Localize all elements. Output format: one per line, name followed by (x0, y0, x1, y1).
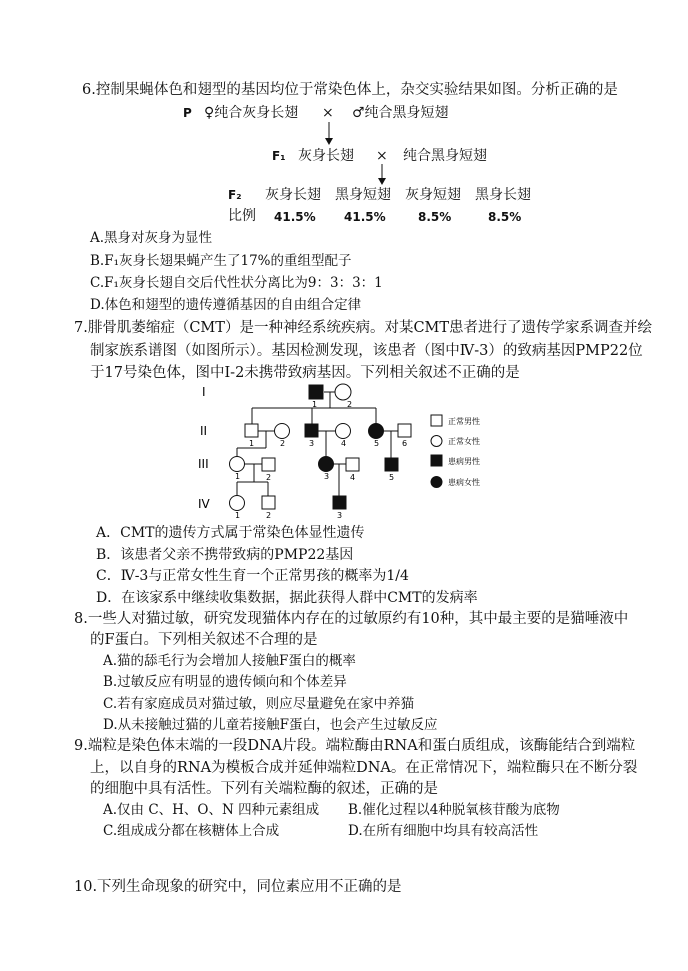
q8-option-a: A.猫的舔毛行为会增加人接触F蛋白的概率 (103, 653, 356, 669)
normal-female (230, 496, 245, 511)
q8-stem-line: 的F蛋白。下列相关叙述不合理的是 (90, 632, 318, 648)
q9-option-c: C.组成成分都在核糖体上合成 (103, 823, 280, 839)
individual-number: 3 (309, 439, 315, 448)
normal-female (336, 424, 351, 439)
affected-male (385, 458, 398, 471)
cross-f1-label: F₁ (272, 149, 286, 163)
q6-option-d: D.体色和翅型的遗传遵循基因的自由组合定律 (90, 297, 362, 313)
individual-number: 1 (249, 439, 255, 448)
normal-male (262, 458, 275, 471)
q8-option-c: C.若有家庭成员对猫过敏，则应尽量避免在家中养猫 (103, 696, 415, 712)
q10-stem: 10.下列生命现象的研究中，同位素应用不正确的是 (74, 879, 402, 895)
legend-label: 正常男性 (448, 417, 480, 426)
legend-label: 正常女性 (448, 437, 480, 446)
f2-phenotype: 黑身短翅 (335, 187, 391, 203)
f2-phenotype: 灰身长翅 (265, 187, 321, 203)
legend-normal-female-icon (431, 436, 442, 447)
legend-normal-male-icon (431, 415, 442, 426)
q6-option-c: C.F₁灰身长翅自交后代性状分离比为9：3：3：1 (90, 275, 383, 291)
individual-number: 1 (235, 511, 241, 520)
arrow-down-icon (375, 164, 389, 186)
affected-female (319, 457, 334, 472)
generation-label: II (200, 424, 208, 438)
normal-male (398, 424, 411, 437)
q9-stem-line: 的细胞中具有活性。下列有关端粒酶的叙述，正确的是 (90, 781, 438, 797)
q9-stem-line: 9.端粒是染色体末端的一段DNA片段。端粒酶由RNA和蛋白质组成，该酶能结合到端粒 (74, 738, 636, 754)
q9-option-d: D.在所有细胞中均具有较高活性 (348, 823, 539, 839)
individual-number: 2 (347, 400, 353, 409)
cross-f1-pheno: 灰身长翅 (298, 148, 354, 164)
f2-ratio: 8.5% (488, 210, 522, 224)
q7-stem-line: 制家族系谱图（如图所示）。基因检测发现，该患者（图中Ⅳ-3）的致病基因PMP22位 (90, 343, 643, 359)
f2-ratio: 41.5% (274, 210, 316, 224)
q6-stem: 6.控制果蝇体色和翅型的基因均位于常染色体上，杂交实验结果如图。分析正确的是 (82, 82, 618, 98)
generation-label: III (198, 457, 209, 471)
q7-option-c: C．Ⅳ-3与正常女性生育一个正常男孩的概率为1/4 (96, 568, 409, 584)
individual-number: 4 (350, 473, 356, 482)
individual-number: 3 (337, 511, 343, 520)
q8-option-b: B.过敏反应有明显的遗传倾向和个体差异 (103, 674, 347, 690)
cross-f1-partner: 纯合黑身短翅 (403, 148, 487, 164)
individual-number: 2 (266, 473, 272, 482)
f2-ratio: 41.5% (344, 210, 386, 224)
cross-p-male: ♂纯合黑身短翅 (352, 105, 449, 121)
cross-times-2: × (376, 148, 388, 164)
legend-affected-male-icon (431, 455, 442, 466)
individual-number: 6 (402, 439, 408, 448)
q9-option-b: B.催化过程以4种脱氧核苷酸为底物 (348, 802, 560, 818)
individual-number: 2 (280, 439, 286, 448)
q7-stem-line: 7.腓骨肌萎缩症（CMT）是一种神经系统疾病。对某CMT患者进行了遗传学家系调查并绘 (74, 320, 653, 336)
normal-female (230, 457, 245, 472)
affected-male (309, 385, 323, 399)
generation-label: I (202, 385, 206, 399)
individual-number: 5 (389, 473, 395, 482)
q7-option-b: B．该患者父亲不携带致病的PMP22基因 (96, 547, 354, 563)
q9-option-a: A.仅由 C、H、O、N 四种元素组成 (103, 802, 320, 818)
cross-f2-label: F₂ (228, 188, 242, 202)
individual-number: 3 (324, 472, 330, 481)
normal-male (245, 424, 258, 437)
q7-stem-line: 于17号染色体，图中Ⅰ-2未携带致病基因。下列相关叙述不正确的是 (90, 365, 520, 381)
affected-male (333, 496, 346, 509)
q9-stem-line: 上，以自身的RNA为模板合成并延伸端粒DNA。在正常情况下，端粒酶只在不断分裂 (90, 760, 638, 776)
q6-option-a: A.黑身对灰身为显性 (90, 230, 213, 246)
q7-option-d: D．在该家系中继续收集数据，据此获得人群中CMT的发病率 (96, 590, 478, 606)
individual-number: 2 (266, 511, 272, 520)
q8-stem-line: 8.一些人对猫过敏，研究发现猫体内存在的过敏原约有10种，其中最主要的是猫唾液中 (74, 611, 629, 627)
f2-phenotype: 灰身短翅 (405, 187, 461, 203)
legend-label: 患病女性 (448, 478, 480, 487)
normal-female (335, 384, 351, 400)
f2-phenotype: 黑身长翅 (475, 187, 531, 203)
cross-p-female: ♀纯合灰身长翅 (204, 105, 299, 121)
affected-female (369, 424, 384, 439)
individual-number: 1 (235, 472, 241, 481)
individual-number: 4 (341, 439, 347, 448)
normal-male (262, 496, 275, 509)
legend-label: 患病男性 (448, 457, 480, 466)
normal-male (346, 458, 359, 471)
ratio-label: 比例 (228, 208, 256, 224)
generation-label: IV (198, 497, 210, 511)
cross-p-label: P (183, 106, 192, 120)
individual-number: 1 (312, 400, 318, 409)
pedigree-chart (195, 378, 500, 520)
q8-option-d: D.从未接触过猫的儿童若接触F蛋白，也会产生过敏反应 (103, 717, 438, 733)
arrow-down-icon (322, 122, 336, 146)
affected-male (305, 424, 318, 437)
individual-number: 5 (374, 439, 380, 448)
f2-ratio: 8.5% (418, 210, 452, 224)
legend-affected-female-icon (431, 477, 442, 488)
cross-times-1: × (322, 105, 334, 121)
normal-female (275, 424, 290, 439)
q7-option-a: A．CMT的遗传方式属于常染色体显性遗传 (96, 525, 365, 541)
q6-option-b: B.F₁灰身长翅果蝇产生了17%的重组型配子 (90, 253, 352, 269)
